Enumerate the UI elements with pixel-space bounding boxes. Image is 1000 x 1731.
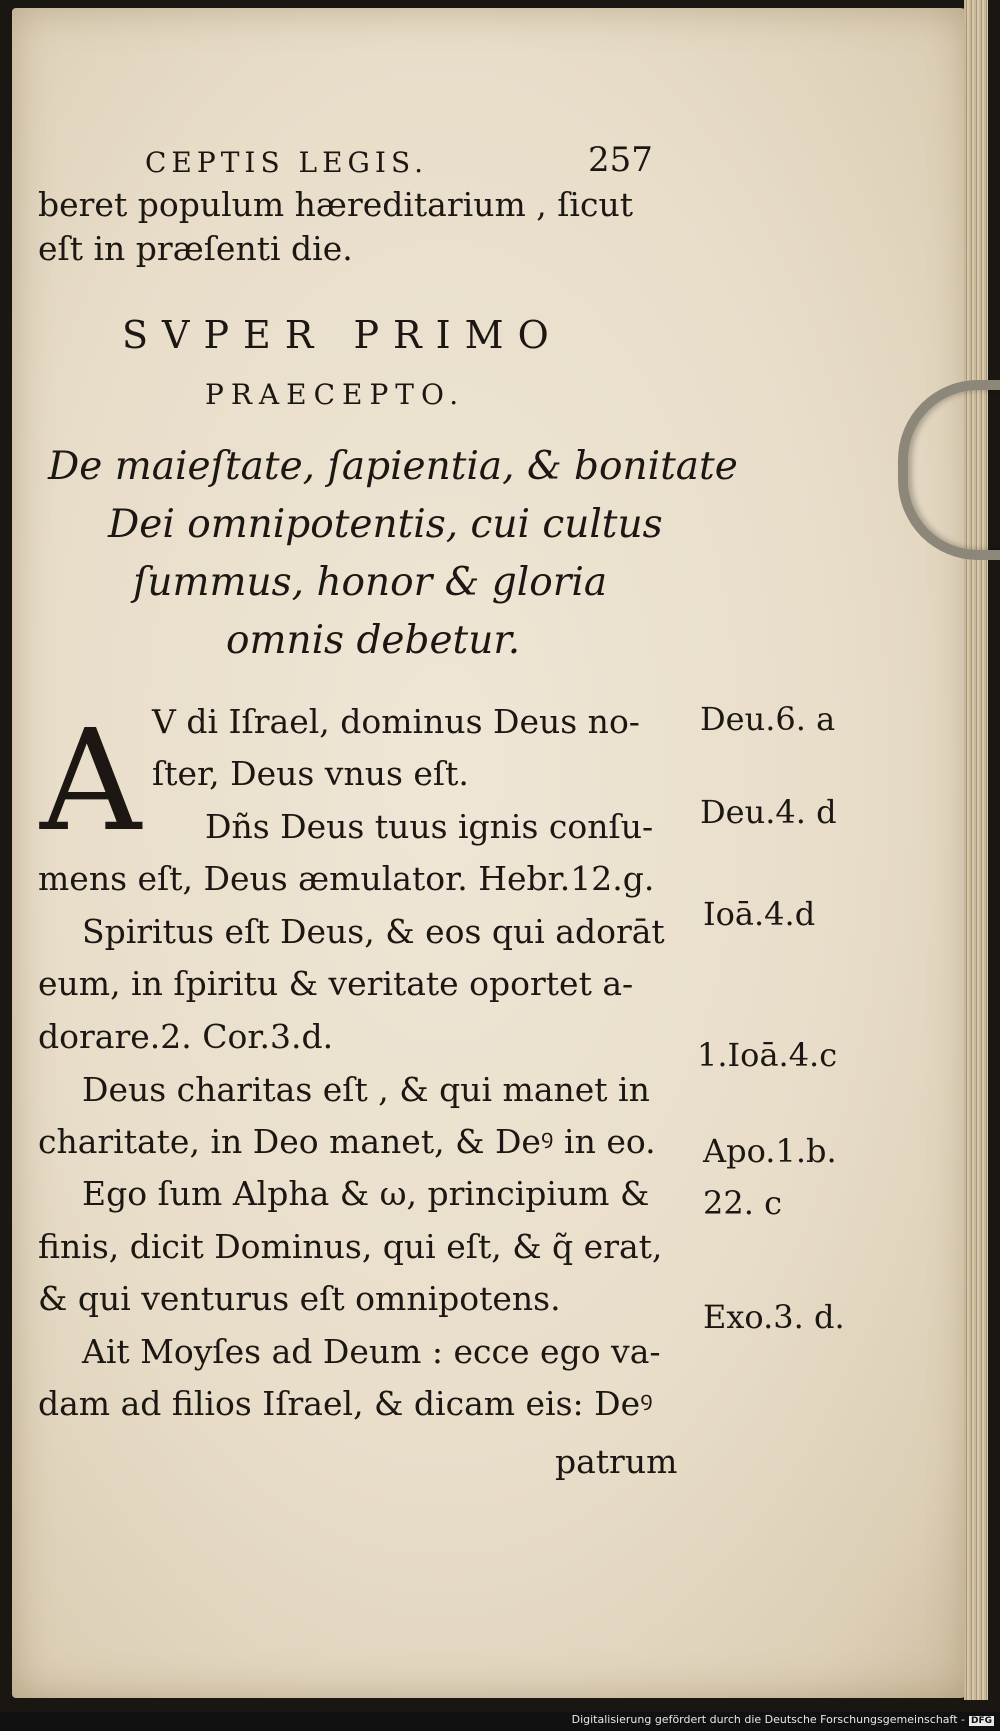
subtitle-line: De maieſtate, ſapientia, & bonitate (48, 444, 738, 489)
text-line: eſt in præſenti die. (38, 229, 353, 268)
drop-cap: A (40, 700, 142, 863)
text-line: ſter, Deus vnus eſt. (152, 754, 469, 793)
text-line: V di Iſrael, dominus Deus no- (152, 702, 640, 741)
subtitle-line: Dei omnipotentis, cui cultus (108, 502, 663, 547)
text-line: mens eſt, Deus æmulator. Hebr.12.g. (38, 859, 655, 898)
marginal-note: Exo.3. d. (703, 1298, 845, 1336)
marginal-note: 22. c (703, 1184, 782, 1222)
marginal-note: Apo.1.b. (703, 1132, 837, 1170)
section-heading: SVPER PRIMO (122, 313, 563, 357)
text-line: dorare.2. Cor.3.d. (38, 1017, 334, 1056)
section-heading-2: PRAECEPTO. (205, 378, 466, 411)
text-line: Ait Moyſes ad Deum : ecce ego va- (82, 1332, 661, 1371)
subtitle-line: ſummus, honor & gloria (133, 560, 608, 605)
page-edges (964, 0, 988, 1700)
funding-credit (572, 1713, 994, 1726)
text-line: Deus charitas eſt , & qui manet in (82, 1070, 650, 1109)
funding-credit-text: Digitalisierung gefördert durch die Deutsche Forschungsgemeinschaft - (571, 1713, 965, 1726)
text-line: dam ad filios Iſrael, & dicam eis: Deꝰ (38, 1384, 653, 1423)
text-line: Dñs Deus tuus ignis conſu- (205, 807, 654, 846)
running-head: CEPTIS LEGIS. (145, 146, 429, 179)
text-line: charitate, in Deo manet, & Deꝰ in eo. (38, 1122, 656, 1161)
text-line: Spiritus eſt Deus, & eos qui adorāt (82, 912, 665, 951)
text-line: eum, in ſpiritu & veritate oportet a- (38, 964, 634, 1003)
text-line: Ego ſum Alpha & ω, principium & (82, 1174, 650, 1213)
text-line: beret populum hæreditarium , ſicut (38, 185, 633, 224)
text-line: finis, dicit Dominus, qui eſt, & q̃ erat, (38, 1227, 663, 1266)
page-number: 257 (588, 140, 653, 180)
marginal-note: Deu.6. a (700, 700, 836, 738)
marginal-note: Ioā.4.d (703, 895, 816, 933)
subtitle-line: omnis debetur. (226, 618, 521, 663)
catchword: patrum (555, 1442, 678, 1481)
marginal-note: Deu.4. d (700, 793, 837, 831)
text-line: & qui venturus eſt omnipotens. (38, 1279, 561, 1318)
dfg-logo: DFG (970, 1716, 992, 1726)
marginal-note: 1.Ioā.4.c (697, 1036, 838, 1074)
